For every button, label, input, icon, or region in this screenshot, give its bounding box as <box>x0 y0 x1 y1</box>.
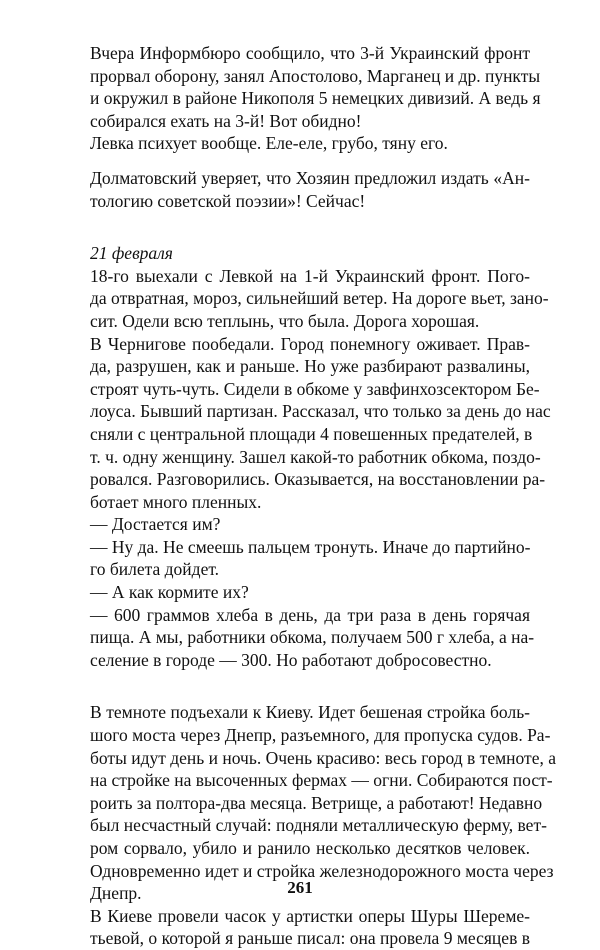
text-line: тологию советской поэзии»! Сейчас! <box>90 190 366 211</box>
text-line: Левка психует вообще. Еле-еле, грубо, тяну его. <box>90 133 448 154</box>
text-line: боты идут день и ночь. Очень красиво: весь город в темноте, а <box>90 747 556 768</box>
text-line: — Достается им? <box>90 514 221 535</box>
paragraph-levka <box>90 132 530 155</box>
dialogue-line <box>90 536 530 581</box>
text-line: — Ну да. Не смеешь пальцем тронуть. Иначе до партийно- <box>90 536 531 557</box>
text-line: и окружил в районе Никополя 5 немецких дивизий. А ведь я <box>90 88 541 109</box>
text-line: роить за полтора-два месяца. Ветрище, а работают! Недавно <box>90 792 543 813</box>
text-line: лоуса. Бывший партизан. Рассказал, что только за день до нас <box>90 401 551 422</box>
text-line: сняли с центральной площади 4 повешенных предателей, в <box>90 423 533 444</box>
text-line: Одновременно идет и стройка железнодорожного моста через <box>90 860 554 881</box>
text-line: Вчера Информбюро сообщило, что 3-й Украинский фронт <box>90 43 530 63</box>
paragraph-dolmatovsky <box>90 167 530 212</box>
text-line: да, разрушен, как и раньше. Но уже разбирают развалины, <box>90 356 530 377</box>
spacer <box>90 671 530 701</box>
text-line: — 600 граммов хлеба в день, да три раза в день горячая <box>90 604 530 625</box>
paragraph-chernigov <box>90 333 551 514</box>
text-line: шого моста через Днепр, разъемного, для пропуска судов. Ра- <box>90 725 551 746</box>
text-line: селение в городе — 300. Но работают добросовестно. <box>90 649 492 670</box>
paragraph-departure <box>90 265 549 333</box>
text-line: ром сорвало, убило и ранило несколько десятков человек. <box>90 838 530 858</box>
text-line: ровался. Разговорились. Оказывается, на восстановлении ра- <box>90 469 546 490</box>
date-heading: 21 февраля <box>90 243 173 264</box>
text-line: был несчастный случай: подняли металлическую ферму, вет- <box>90 815 547 836</box>
paragraph-kiev-opera <box>90 905 530 950</box>
text-line: пища. А мы, работники обкома, получаем 500 г хлеба, а на- <box>90 627 535 648</box>
text-line: тьевой, о которой я раньше писал: она провела 9 месяцев в <box>90 928 530 949</box>
page-number: 261 <box>287 878 313 897</box>
text-line: 18-го выехали с Левкой на 1-й Украинский фронт. Пого- <box>90 265 530 286</box>
text-line: на стройке на высоченных фермах — огни. Собираются пост- <box>90 770 553 791</box>
text-line: Долматовский уверяет, что Хозяин предложил издать «Ан- <box>90 167 530 188</box>
text-line: сит. Одели всю теплынь, что была. Дорога хорошая. <box>90 310 480 331</box>
paragraph-informbureau <box>90 42 541 132</box>
text-line: да отвратная, мороз, сильнейший ветер. На дороге вьет, зано- <box>90 288 549 309</box>
text-line: В темноте подъехали к Киеву. Идет бешеная стройка боль- <box>90 702 530 723</box>
text-line: го билета дойдет. <box>90 559 220 580</box>
text-line: строят чуть-чуть. Сидели в обкоме у завфинхозсектором Бе- <box>90 378 540 399</box>
page-body <box>90 42 556 950</box>
text-line: В Киеве провели часок у артистки оперы Шуры Шереме- <box>90 905 530 926</box>
text-line: ботает много пленных. <box>90 491 262 512</box>
spacer <box>90 212 530 242</box>
dialogue-line <box>90 581 530 604</box>
text-line: — А как кормите их? <box>90 582 249 603</box>
text-line: В Чернигове пообедали. Город понемногу оживает. Прав- <box>90 333 530 354</box>
dialogue-line <box>90 604 535 672</box>
text-line: Днепр. <box>90 883 142 904</box>
paragraph-kiev-bridge <box>90 701 556 904</box>
text-line: т. ч. одну женщину. Зашел какой-то работник обкома, поздо- <box>90 446 541 467</box>
text-line: прорвал оборону, занял Апостолово, Марганец и др. пункты <box>90 65 541 86</box>
dialogue-line <box>90 513 530 536</box>
text-line: собирался ехать на 3-й! Вот обидно! <box>90 110 362 131</box>
spacer <box>90 155 530 167</box>
